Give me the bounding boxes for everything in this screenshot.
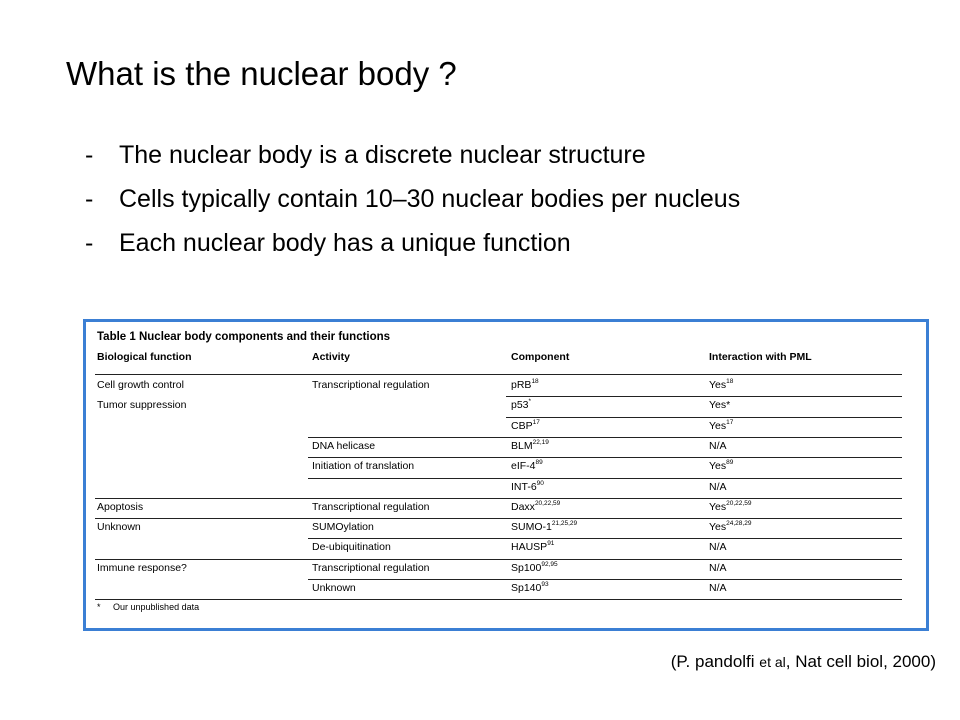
cell-text: eIF-4 [511, 460, 536, 473]
citation-part1: (P. pandolfi [670, 652, 760, 671]
cell-text: Tumor suppression [97, 399, 187, 412]
header-component: Component [511, 351, 570, 363]
cell-text: INT-6 [511, 480, 537, 493]
cell-text: N/A [709, 561, 727, 574]
table-cell-component [511, 398, 531, 412]
row-rule [95, 518, 902, 519]
table-cell-interaction [709, 419, 733, 433]
cell-reference: 20,22,59 [534, 499, 561, 507]
table-cell-activity [312, 520, 374, 534]
table-cell-component [511, 520, 577, 534]
cell-reference: 18 [726, 378, 734, 385]
cell-text: De-ubiquitination [312, 541, 391, 554]
cell-text: Sp100 [511, 561, 542, 574]
table-cell-component [511, 459, 543, 473]
table-cell-activity [312, 500, 430, 514]
table-cell-interaction [709, 500, 751, 514]
table-cell-interaction [709, 561, 727, 575]
cell-text: Yes [709, 500, 727, 513]
cell-text: Yes [709, 379, 727, 391]
nuclear-body-table [83, 319, 929, 631]
table-cell-activity [312, 561, 430, 575]
cell-text: p53 [511, 399, 529, 412]
cell-text: Transcriptional regulation [312, 561, 430, 574]
cell-text: SUMO-1 [511, 521, 552, 534]
cell-text: Cell growth control [97, 379, 184, 391]
cell-text: Immune response? [97, 561, 187, 574]
cell-reference: 17 [726, 418, 734, 426]
cell-reference: 20,22,59 [726, 499, 752, 507]
table-cell-interaction [709, 378, 733, 392]
bullet-text: The nuclear body is a discrete nuclear structure [119, 141, 646, 169]
cell-text: Unknown [97, 521, 141, 534]
cell-text: CBP [511, 419, 533, 432]
cell-reference: 17 [532, 418, 540, 426]
table-cell-component [511, 561, 558, 575]
table-cell-interaction [709, 398, 730, 412]
row-rule [308, 538, 902, 539]
row-rule [308, 478, 902, 479]
row-rule [506, 396, 902, 397]
table-cell-function [97, 398, 186, 412]
row-rule [308, 579, 902, 580]
cell-reference: 92,95 [541, 560, 558, 568]
cell-text: N/A [709, 582, 727, 594]
cell-text: N/A [709, 480, 727, 493]
table-cell-interaction [709, 540, 727, 554]
bullet-item [85, 226, 845, 260]
cell-reference: 22,19 [532, 438, 549, 446]
table-cell-activity [312, 540, 391, 554]
table-cell-component [511, 480, 544, 494]
cell-text: Initiation of translation [312, 460, 415, 473]
cell-text: Yes* [709, 399, 731, 412]
cell-text: HAUSP [511, 541, 548, 554]
cell-reference: 93 [541, 581, 549, 588]
cell-text: Unknown [312, 582, 356, 594]
table-cell-component [511, 439, 549, 453]
slide-title: What is the nuclear body ? [66, 55, 457, 92]
cell-text: Sp140 [511, 582, 542, 594]
table-cell-activity [312, 581, 356, 595]
citation-part2: , Nat cell biol, 2000) [785, 652, 936, 671]
citation [671, 650, 936, 674]
bullet-dash: - [85, 229, 94, 257]
table-cell-component [511, 378, 539, 392]
cell-reference: 91 [547, 540, 555, 548]
cell-text: DNA helicase [312, 439, 376, 452]
row-rule [308, 437, 902, 438]
footnote-text: Our unpublished data [113, 602, 200, 612]
row-rule [95, 498, 902, 499]
citation-et-al: et al [759, 654, 786, 670]
bullet-item [85, 138, 845, 172]
cell-text: Transcriptional regulation [312, 379, 430, 391]
row-rule [95, 559, 902, 560]
cell-reference: 89 [535, 459, 543, 467]
bullet-text: Cells typically contain 10–30 nuclear bodies per nucleus [119, 185, 741, 213]
table-cell-function [97, 520, 141, 534]
table-cell-function [97, 500, 143, 514]
bullet-list [85, 138, 845, 270]
header-interaction: Interaction with PML [709, 351, 812, 363]
cell-text: Transcriptional regulation [312, 500, 430, 513]
row-rule [506, 417, 902, 418]
bullet-dash: - [85, 185, 94, 213]
table-cell-function [97, 561, 187, 575]
bullet-text: Each nuclear body has a unique function [119, 229, 571, 257]
cell-reference: 24,28,29 [726, 520, 752, 528]
cell-text: N/A [709, 541, 727, 554]
row-rule [95, 599, 902, 600]
header-rule [95, 374, 902, 375]
table-cell-component [511, 540, 554, 554]
cell-reference: 90 [536, 479, 544, 487]
cell-text: SUMOylation [312, 521, 374, 534]
table-cell-interaction [709, 581, 727, 595]
footnote-star: * [97, 602, 101, 612]
cell-text: Apoptosis [97, 500, 144, 513]
table-cell-component [511, 500, 560, 514]
cell-text: Yes [709, 521, 727, 534]
cell-reference: 18 [531, 378, 539, 385]
cell-text: BLM [511, 439, 533, 452]
table-cell-interaction [709, 480, 727, 494]
cell-text: Daxx [511, 500, 535, 513]
bullet-dash: - [85, 141, 94, 169]
cell-text: Yes [709, 419, 727, 432]
cell-text: N/A [709, 439, 727, 452]
table-cell-function [97, 378, 184, 392]
table-cell-component [511, 419, 540, 433]
table-cell-activity [312, 439, 375, 453]
table-cell-interaction [709, 439, 727, 453]
table-cell-activity [312, 459, 414, 473]
cell-text: pRB [511, 379, 532, 391]
row-rule [308, 457, 902, 458]
cell-reference: 21,25,29 [551, 520, 578, 528]
table-cell-interaction [709, 459, 733, 473]
table-cell-component [511, 581, 549, 595]
table-footnote [97, 602, 199, 612]
cell-text: Yes [709, 460, 727, 473]
table-cell-interaction [709, 520, 751, 534]
bullet-item [85, 182, 845, 216]
table-title: Table 1 Nuclear body components and their functions [97, 331, 391, 343]
header-activity: Activity [312, 351, 350, 363]
table-cell-activity [312, 378, 430, 392]
header-biological-function: Biological function [97, 351, 192, 363]
cell-reference: * [528, 398, 532, 406]
cell-reference: 89 [726, 459, 734, 467]
